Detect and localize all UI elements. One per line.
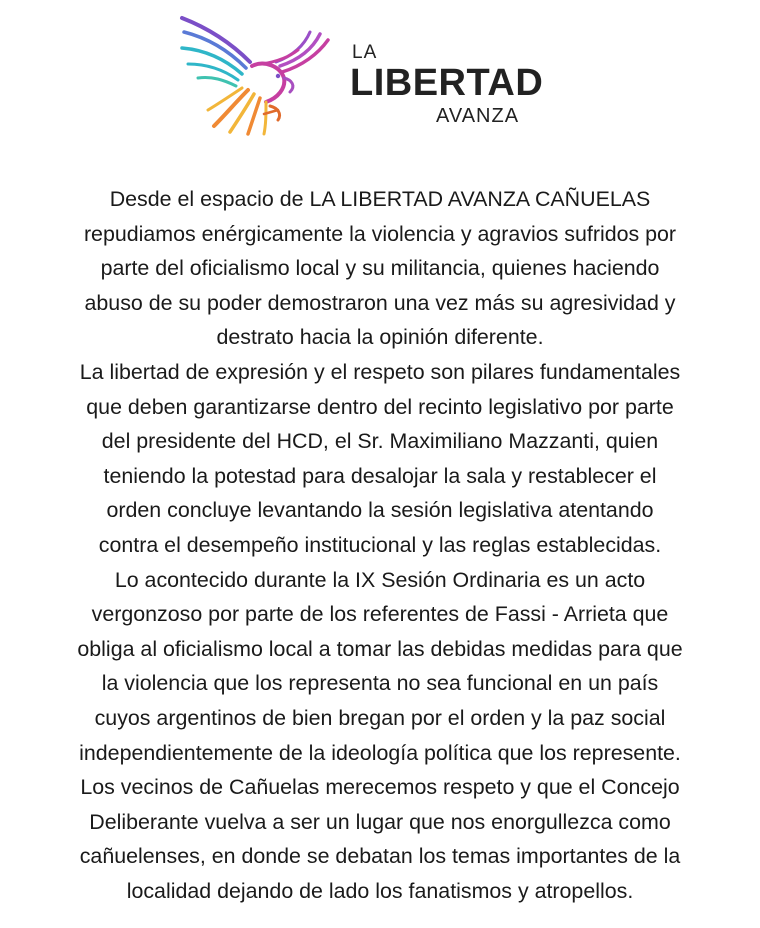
statement-line: contra el desempeño institucional y las reglas establecidas. bbox=[98, 532, 662, 557]
statement-line: abuso de su poder demostraron una vez más su agresividad y bbox=[84, 290, 676, 315]
statement-line: que deben garantizarse dentro del recinto legislativo por parte bbox=[86, 394, 674, 419]
statement-text bbox=[14, 182, 746, 908]
bird-icon bbox=[178, 10, 338, 140]
statement-line: Lo acontecido durante la IX Sesión Ordinaria es un acto bbox=[114, 567, 646, 592]
statement-line: Deliberante vuelva a ser un lugar que nos enorgullezca como bbox=[89, 809, 671, 834]
logo-word-libertad: LIBERTAD bbox=[350, 62, 544, 104]
statement-line: del presidente del HCD, el Sr. Maximiliano Mazzanti, quien bbox=[101, 429, 659, 454]
logo-word-la: LA bbox=[352, 42, 378, 63]
party-logo bbox=[178, 10, 558, 140]
statement-line: Los vecinos de Cañuelas merecemos respeto y que el Concejo bbox=[80, 775, 680, 800]
statement-line: localidad dejando de lado los fanatismos y atropellos. bbox=[126, 878, 634, 903]
statement-line: la violencia que los representa no sea funcional en un país bbox=[101, 671, 659, 696]
statement-line: cuyos argentinos de bien bregan por el orden y la paz social bbox=[94, 705, 666, 730]
statement-line: orden concluye levantando la sesión legislativa atentando bbox=[106, 498, 654, 523]
statement-line: Desde el espacio de LA LIBERTAD AVANZA CAÑUELAS bbox=[109, 187, 651, 211]
statement-line: destrato hacia la opinión diferente. bbox=[216, 325, 544, 350]
statement-line: obliga al oficialismo local a tomar las debidas medidas para que bbox=[77, 636, 683, 661]
statement-line: cañuelenses, en donde se debatan los temas importantes de la bbox=[79, 844, 681, 869]
logo-wordmark bbox=[350, 42, 560, 132]
logo-word-avanza: AVANZA bbox=[436, 105, 520, 127]
statement-line: vergonzoso por parte de los referentes de Fassi - Arrieta que bbox=[91, 602, 669, 627]
statement-line: independientemente de la ideología política que los represente. bbox=[79, 740, 681, 765]
statement-line: teniendo la potestad para desalojar la sala y restablecer el bbox=[103, 463, 657, 488]
statement-line: La libertad de expresión y el respeto son pilares fundamentales bbox=[79, 359, 681, 384]
statement-line: repudiamos enérgicamente la violencia y agravios sufridos por bbox=[83, 221, 677, 246]
statement-line: parte del oficialismo local y su militancia, quienes haciendo bbox=[100, 256, 660, 281]
